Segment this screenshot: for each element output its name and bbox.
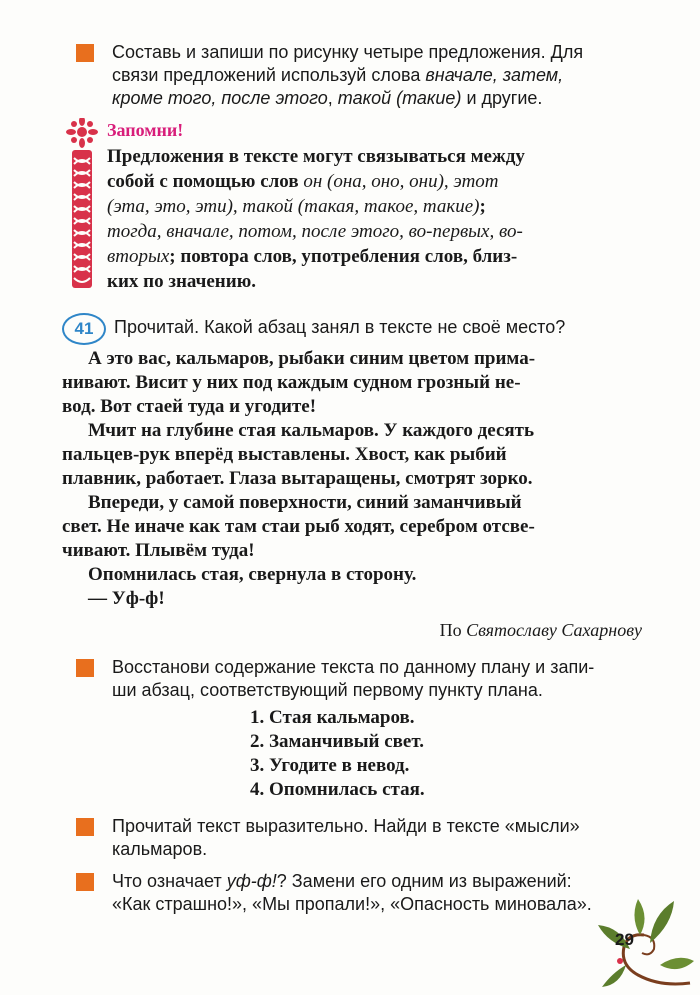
- page-number: 29: [615, 930, 634, 949]
- passage-line: Опомнилась стая, свернула в сторону.: [88, 564, 417, 585]
- passage-line: чивают. Плывём туда!: [62, 540, 255, 561]
- passage-line: пальцев-рук вперёд выставлены. Хвост, как рыбий: [62, 444, 507, 465]
- rule-line: тогда, вначале, потом, после этого, во-первых, во-: [107, 221, 523, 242]
- task-3-line: Прочитай текст выразительно. Найди в тексте «мысли»: [112, 816, 580, 836]
- passage-line: свет. Не иначе как там стаи рыб ходят, серебром отсве-: [62, 516, 535, 537]
- plan-item: 3. Угодите в невод.: [250, 755, 410, 776]
- leaf-ornament-icon: [590, 895, 696, 991]
- plan-list: [250, 706, 425, 802]
- exercise-title: Прочитай. Какой абзац занял в тексте не своё место?: [114, 317, 566, 337]
- plan-item: 1. Стая кальмаров.: [250, 707, 415, 728]
- rule-line: Предложения в тексте могут связываться между: [107, 146, 525, 167]
- passage-line: Мчит на глубине стая кальмаров. У каждого десять: [88, 420, 535, 441]
- task-1-line: кроме того, после этого, такой (такие) и другие.: [112, 88, 543, 108]
- rule-line: ких по значению.: [107, 271, 256, 292]
- passage-line: вод. Вот стаей туда и угодите!: [62, 396, 317, 417]
- exercise-number: 41: [62, 313, 106, 345]
- task-marker: [76, 818, 94, 836]
- passage-line: нивают. Висит у них под каждым судном грозный не-: [62, 372, 521, 393]
- task-marker: [76, 44, 94, 62]
- task-1-line: Составь и запиши по рисунку четыре предложения. Для: [112, 42, 584, 62]
- task-marker: [76, 659, 94, 677]
- rule-line: (эта, это, эти), такой (такая, такое, такие);: [107, 196, 486, 217]
- task-3: [112, 815, 657, 861]
- rule-text: [107, 144, 647, 294]
- passage-line: А это вас, кальмаров, рыбаки синим цветом прима-: [88, 348, 536, 369]
- rule-heading: Запомни!: [107, 120, 184, 140]
- rule-line: собой с помощью слов он (она, оно, они), этот: [107, 171, 499, 192]
- rule-ornament-icon: [60, 118, 104, 290]
- task-4: [112, 870, 652, 916]
- plan-item: 4. Опомнилась стая.: [250, 779, 425, 800]
- task-4-line: «Как страшно!», «Мы пропали!», «Опасность миновала».: [112, 894, 592, 914]
- passage-line: — Уф-ф!: [88, 588, 165, 609]
- passage: [62, 347, 648, 611]
- task-4-line: Что означает уф-ф!? Замени его одним из выражений:: [112, 871, 572, 891]
- passage-author: По Святославу Сахарнову: [439, 620, 642, 640]
- passage-line: плавник, работает. Глаза вытаращены, смотрят зорко.: [62, 468, 533, 489]
- task-1-line: связи предложений используй слова вначале, затем,: [112, 65, 564, 85]
- task-2-line: ши абзац, соответствующий первому пункту плана.: [112, 680, 543, 700]
- task-2-line: Восстанови содержание текста по данному плану и запи-: [112, 657, 595, 677]
- task-2: [112, 656, 657, 702]
- task-3-line: кальмаров.: [112, 839, 208, 859]
- task-1: [112, 41, 657, 110]
- plan-item: 2. Заманчивый свет.: [250, 731, 425, 752]
- rule-line: вторых; повтора слов, употребления слов, близ-: [107, 246, 518, 267]
- task-marker: [76, 873, 94, 891]
- passage-line: Впереди, у самой поверхности, синий заманчивый: [88, 492, 522, 513]
